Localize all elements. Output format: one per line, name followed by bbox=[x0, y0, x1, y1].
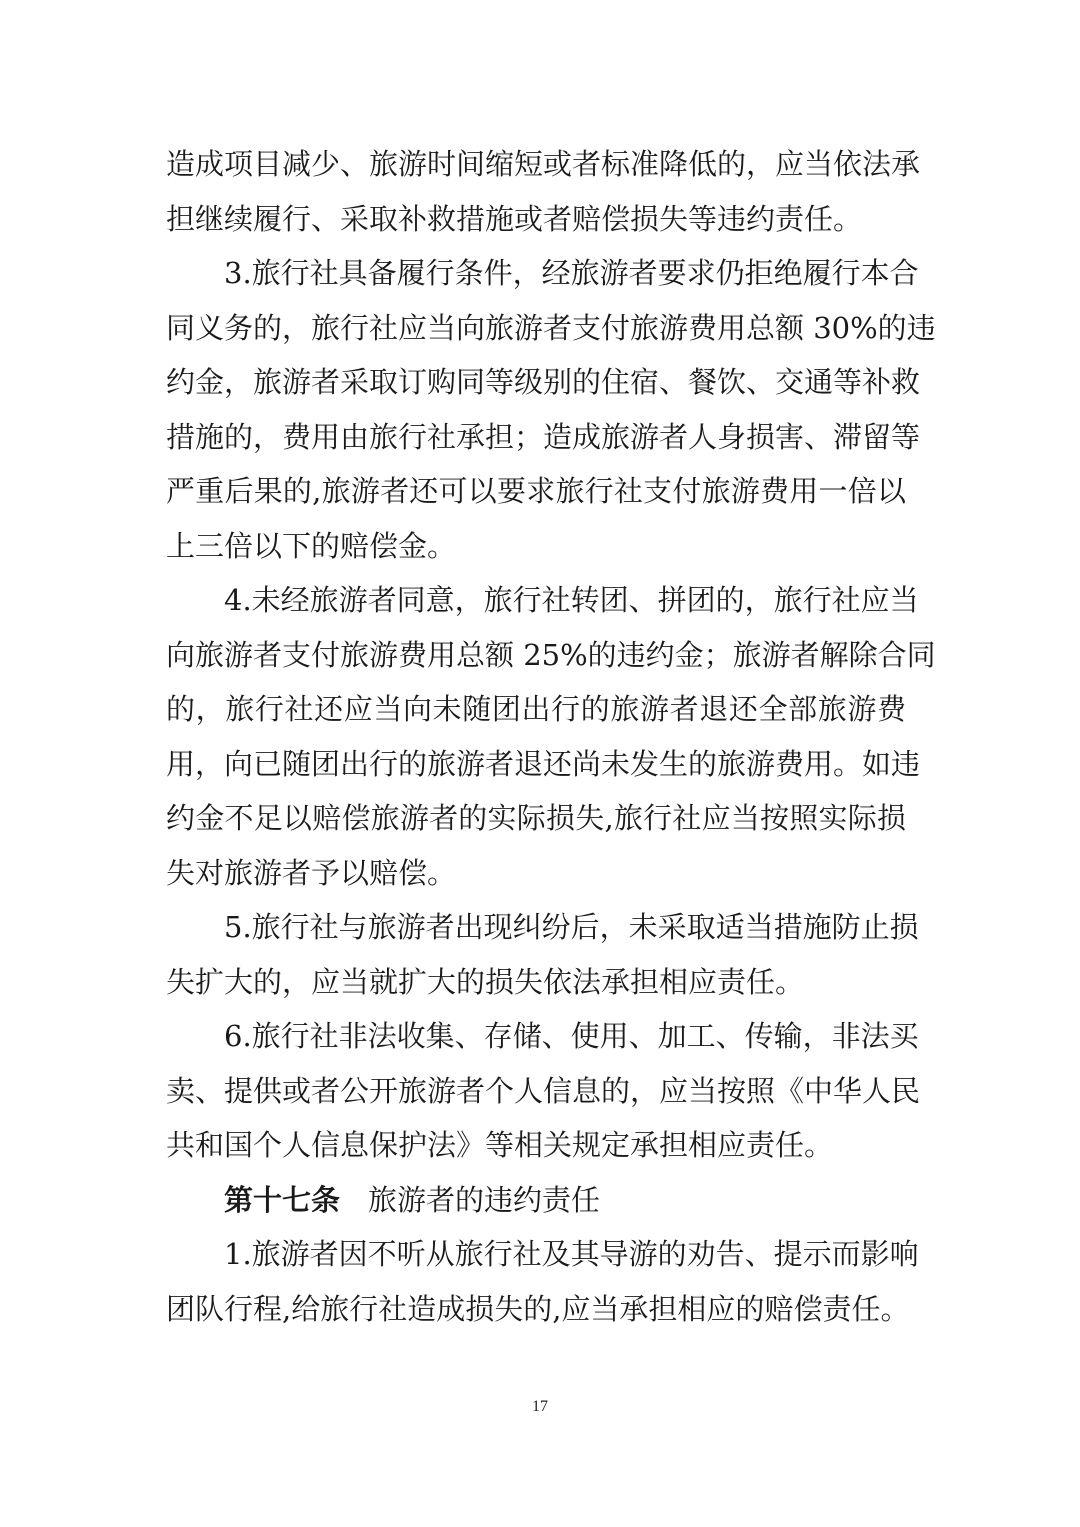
text-line: 3.旅行社具备履行条件，经旅游者要求仍拒绝履行本合 bbox=[224, 256, 919, 290]
text-line: 团队行程,给旅行社造成损失的,应当承担相应的赔偿责任。 bbox=[166, 1291, 910, 1326]
text-line: 5.旅行社与旅游者出现纠纷后，未采取适当措施防止损 bbox=[224, 910, 919, 944]
text-line: 约金不足以赔偿旅游者的实际损失,旅行社应当按照实际损 bbox=[166, 801, 906, 835]
body-text bbox=[166, 137, 936, 1336]
text-line: 约金，旅游者采取订购同等级别的住宿、餐饮、交通等补救 bbox=[166, 365, 921, 399]
text-line: 共和国个人信息保护法》等相关规定承担相应责任。 bbox=[166, 1128, 834, 1162]
text-line: 同义务的，旅行社应当向旅游者支付旅游费用总额 30%的违 bbox=[166, 310, 936, 345]
text-line: 卖、提供或者公开旅游者个人信息的，应当按照《中华人民 bbox=[166, 1073, 921, 1108]
text-line: 担继续履行、采取补救措施或者赔偿损失等违约责任。 bbox=[166, 201, 863, 236]
text-line: 的，旅行社还应当向未随团出行的旅游者退还全部旅游费 bbox=[166, 692, 906, 726]
text-line: 措施的，费用由旅行社承担；造成旅游者人身损害、滞留等 bbox=[166, 419, 921, 454]
page-number: 17 bbox=[532, 1398, 548, 1415]
article-heading bbox=[166, 1173, 906, 1228]
text-line: 1.旅游者因不听从旅行社及其导游的劝告、提示而影响 bbox=[224, 1237, 919, 1271]
text-line: 失对旅游者予以赔偿。 bbox=[166, 855, 457, 890]
text-line: 向旅游者支付旅游费用总额 25%的违约金；旅游者解除合同 bbox=[166, 637, 936, 672]
text-line: 上三倍以下的赔偿金。 bbox=[166, 528, 457, 563]
text-line: 6.旅行社非法收集、存储、使用、加工、传输，非法买 bbox=[224, 1019, 919, 1053]
text-line: 用，向已随团出行的旅游者退还尚未发生的旅游费用。如违 bbox=[166, 746, 921, 781]
text-line: 严重后果的,旅游者还可以要求旅行社支付旅游费用一倍以 bbox=[166, 474, 906, 508]
text-line: 4.未经旅游者同意，旅行社转团、拼团的，旅行社应当 bbox=[224, 583, 919, 617]
text-line: 失扩大的，应当就扩大的损失依法承担相应责任。 bbox=[166, 964, 805, 999]
article-title: 旅游者的违约责任 bbox=[368, 1182, 601, 1217]
text-line: 造成项目减少、旅游时间缩短或者标准降低的，应当依法承 bbox=[166, 147, 921, 181]
article-number: 第十七条 bbox=[224, 1182, 341, 1217]
